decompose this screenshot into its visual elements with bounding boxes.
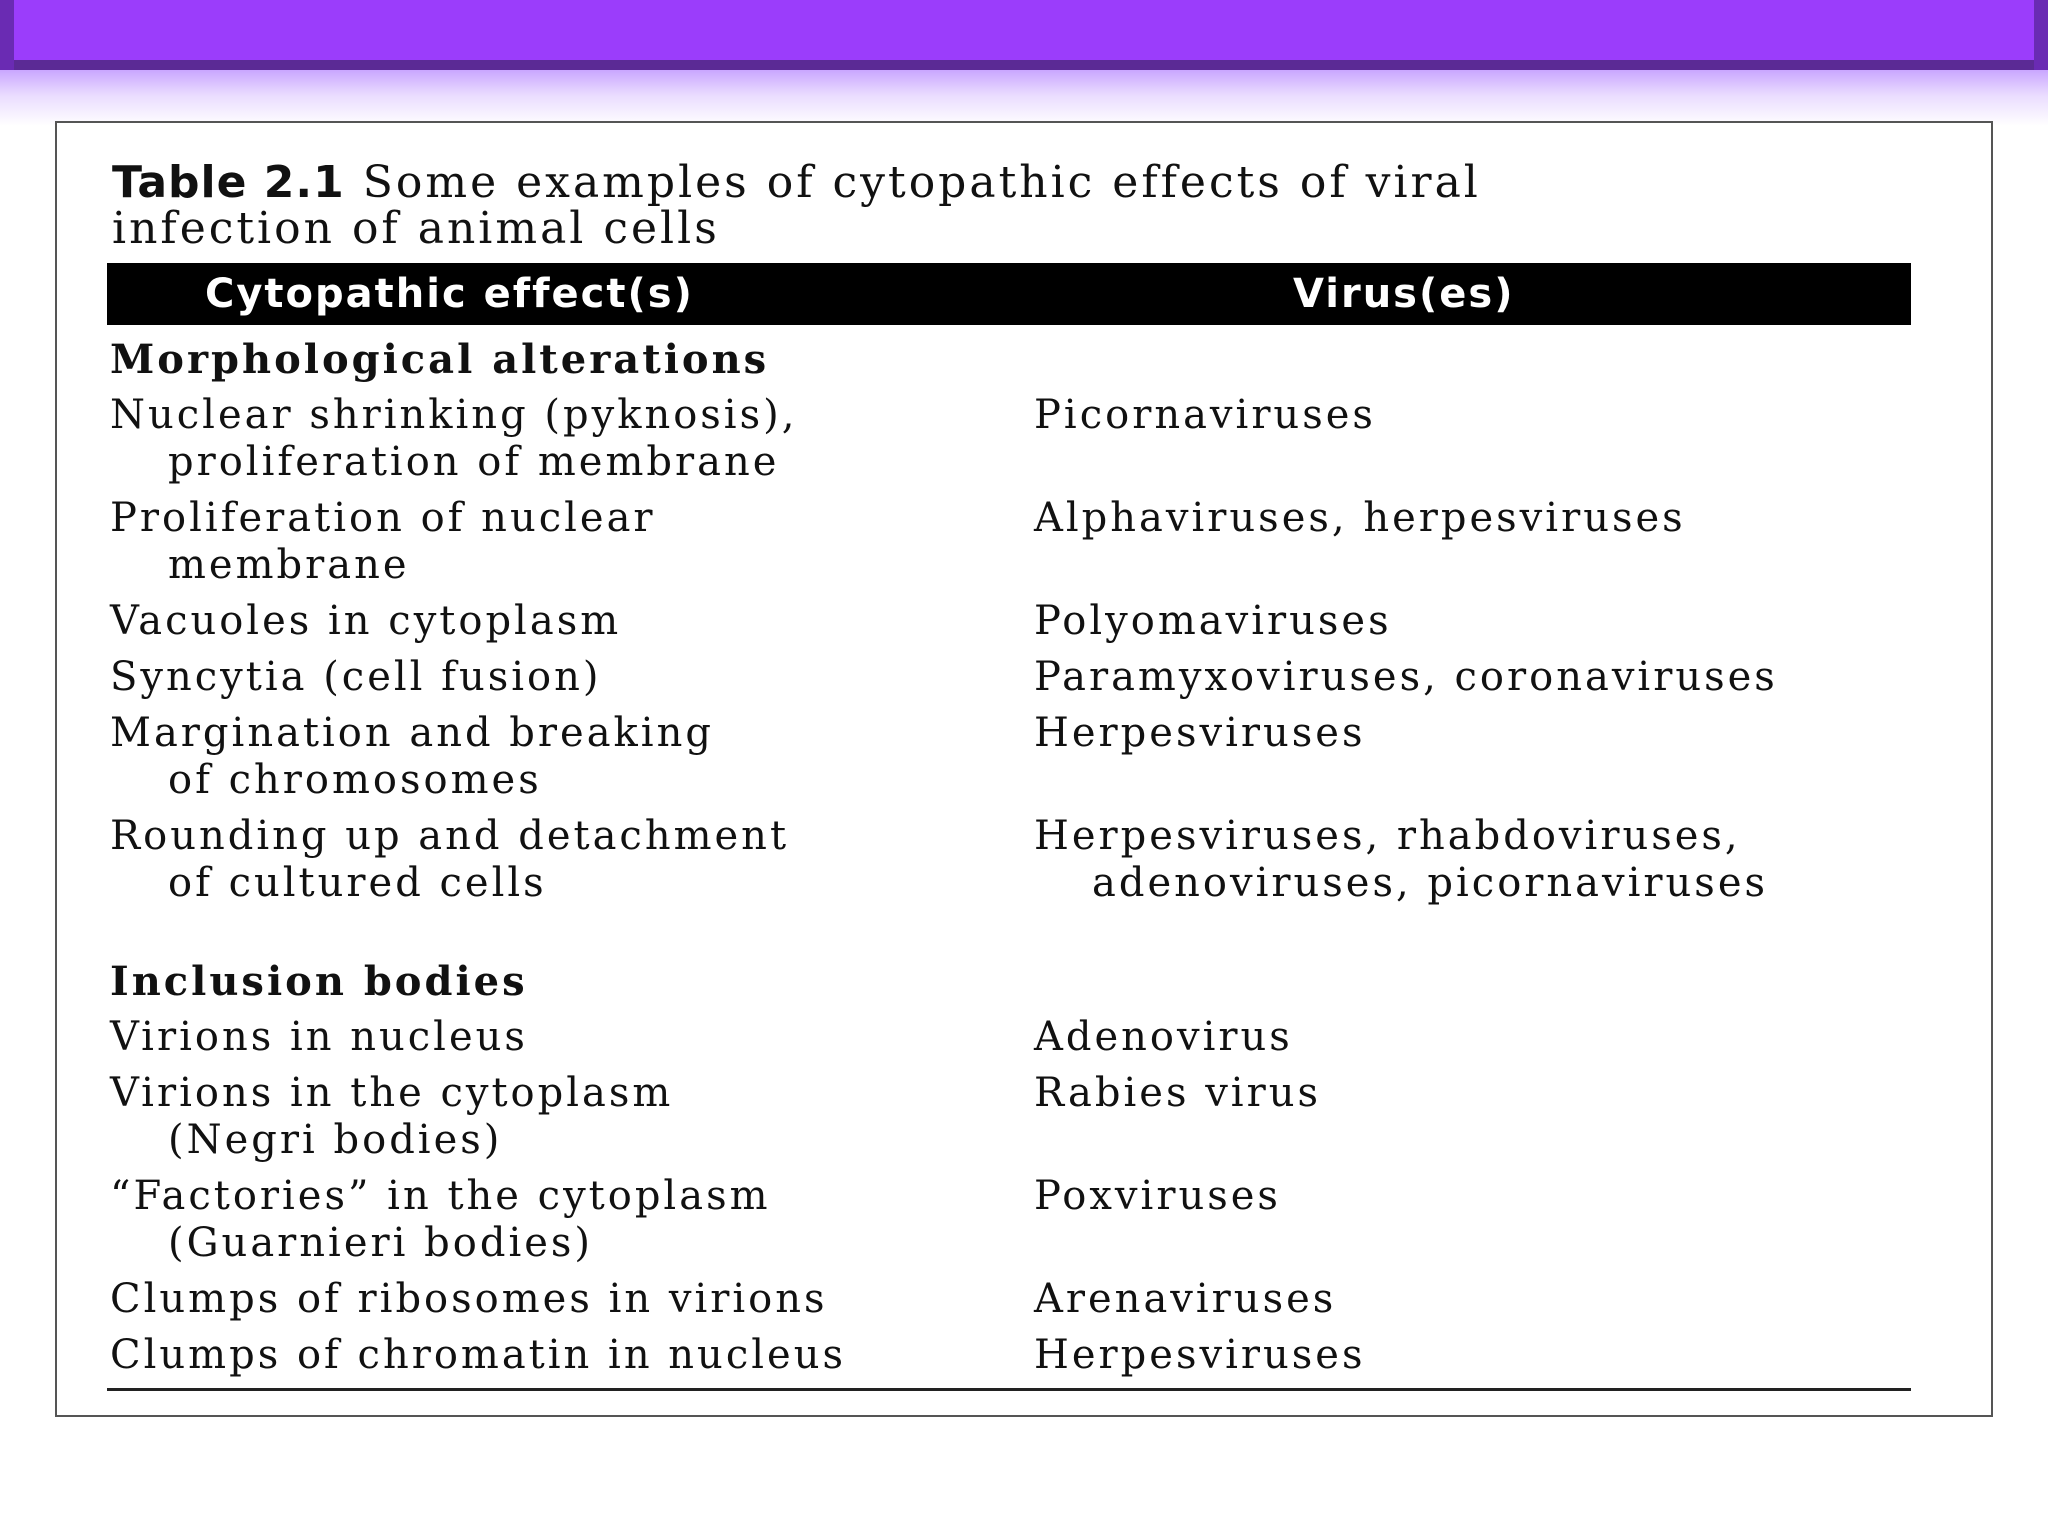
table-caption-text: Some examples of cytopathic effects of viral	[362, 157, 1481, 208]
effect-text: Rounding up and detachment	[110, 813, 790, 859]
effect-cell	[110, 1014, 1034, 1061]
virus-text: Arenaviruses	[1034, 1276, 1337, 1322]
effect-cell	[110, 1332, 1034, 1379]
section-title: Morphological alterations	[110, 336, 770, 383]
table-header	[107, 263, 1911, 325]
section-title: Inclusion bodies	[110, 958, 528, 1005]
table-caption	[112, 157, 1672, 254]
table-row	[110, 710, 1910, 804]
virus-text: Picornaviruses	[1034, 392, 1376, 438]
title-bar-right-accent	[2034, 0, 2048, 70]
effect-text: Virions in the cytoplasm	[110, 1070, 674, 1116]
title-bar-band	[0, 0, 2048, 70]
effect-cell	[110, 598, 1034, 645]
virus-cell	[1034, 1173, 1910, 1267]
virus-cell	[1034, 1014, 1910, 1061]
effect-text: Proliferation of nuclear	[110, 495, 656, 541]
effect-text: Vacuoles in cytoplasm	[110, 598, 622, 644]
table-row	[110, 1070, 1910, 1164]
table-caption-line-1	[112, 157, 1672, 208]
table-row	[110, 598, 1910, 645]
virus-text: adenoviruses, picornaviruses	[1092, 860, 1769, 906]
virus-cell	[1034, 1070, 1910, 1164]
effect-text: “Factories” in the cytoplasm	[110, 1173, 771, 1219]
effect-cell	[110, 654, 1034, 701]
virus-cell	[1034, 813, 1910, 907]
virus-cell	[1034, 710, 1910, 804]
effect-cell	[110, 1276, 1034, 1323]
virus-text: Herpesviruses, rhabdoviruses,	[1034, 813, 1741, 859]
effect-text: Clumps of chromatin in nucleus	[110, 1332, 846, 1378]
effect-cell	[110, 392, 1034, 486]
table-body	[110, 336, 1910, 1388]
effect-cell	[110, 1173, 1034, 1267]
effect-text: Clumps of ribosomes in virions	[110, 1276, 828, 1322]
virus-cell	[1034, 392, 1910, 486]
virus-text: Rabies virus	[1034, 1070, 1321, 1116]
virus-text: Adenovirus	[1034, 1014, 1293, 1060]
virus-cell	[1034, 1332, 1910, 1379]
table-row	[110, 1332, 1910, 1379]
virus-text: Paramyxoviruses, coronaviruses	[1034, 654, 1778, 700]
header-cytopathic-effects: Cytopathic effect(s)	[205, 271, 694, 317]
table-caption-line-2: infection of animal cells	[112, 203, 720, 254]
table-row	[110, 1276, 1910, 1323]
effect-text: Nuclear shrinking (pyknosis),	[110, 392, 798, 438]
virus-cell	[1034, 654, 1910, 701]
table-bottom-rule	[107, 1388, 1911, 1391]
effect-text: Syncytia (cell fusion)	[110, 654, 602, 700]
effect-text: Margination and breaking	[110, 710, 714, 756]
virus-text: Poxviruses	[1034, 1173, 1281, 1219]
virus-cell	[1034, 495, 1910, 589]
effect-cell	[110, 710, 1034, 804]
effect-text: (Negri bodies)	[168, 1117, 503, 1163]
virus-text: Polyomaviruses	[1034, 598, 1392, 644]
section-gap	[110, 916, 1910, 958]
effect-text: proliferation of membrane	[168, 439, 780, 485]
effect-text: of chromosomes	[168, 757, 542, 803]
table-row	[110, 1014, 1910, 1061]
virus-cell	[1034, 1276, 1910, 1323]
table-row	[110, 654, 1910, 701]
effect-cell	[110, 813, 1034, 907]
table-row	[110, 1173, 1910, 1267]
header-viruses: Virus(es)	[1293, 271, 1515, 317]
effect-cell	[110, 495, 1034, 589]
effect-cell	[110, 1070, 1034, 1164]
virus-text: Herpesviruses	[1034, 1332, 1366, 1378]
virus-cell	[1034, 598, 1910, 645]
table-row	[110, 392, 1910, 486]
effect-text: Virions in nucleus	[110, 1014, 528, 1060]
table-row	[110, 495, 1910, 589]
virus-text: Alphaviruses, herpesviruses	[1034, 495, 1686, 541]
table-row	[110, 813, 1910, 907]
table-label: Table 2.1	[112, 157, 345, 208]
effect-text: (Guarnieri bodies)	[168, 1220, 594, 1266]
title-bar-shadow	[0, 70, 2048, 126]
virus-text: Herpesviruses	[1034, 710, 1366, 756]
title-bar-left-accent	[0, 0, 14, 70]
effect-text: membrane	[168, 542, 410, 588]
effect-text: of cultured cells	[168, 860, 547, 906]
